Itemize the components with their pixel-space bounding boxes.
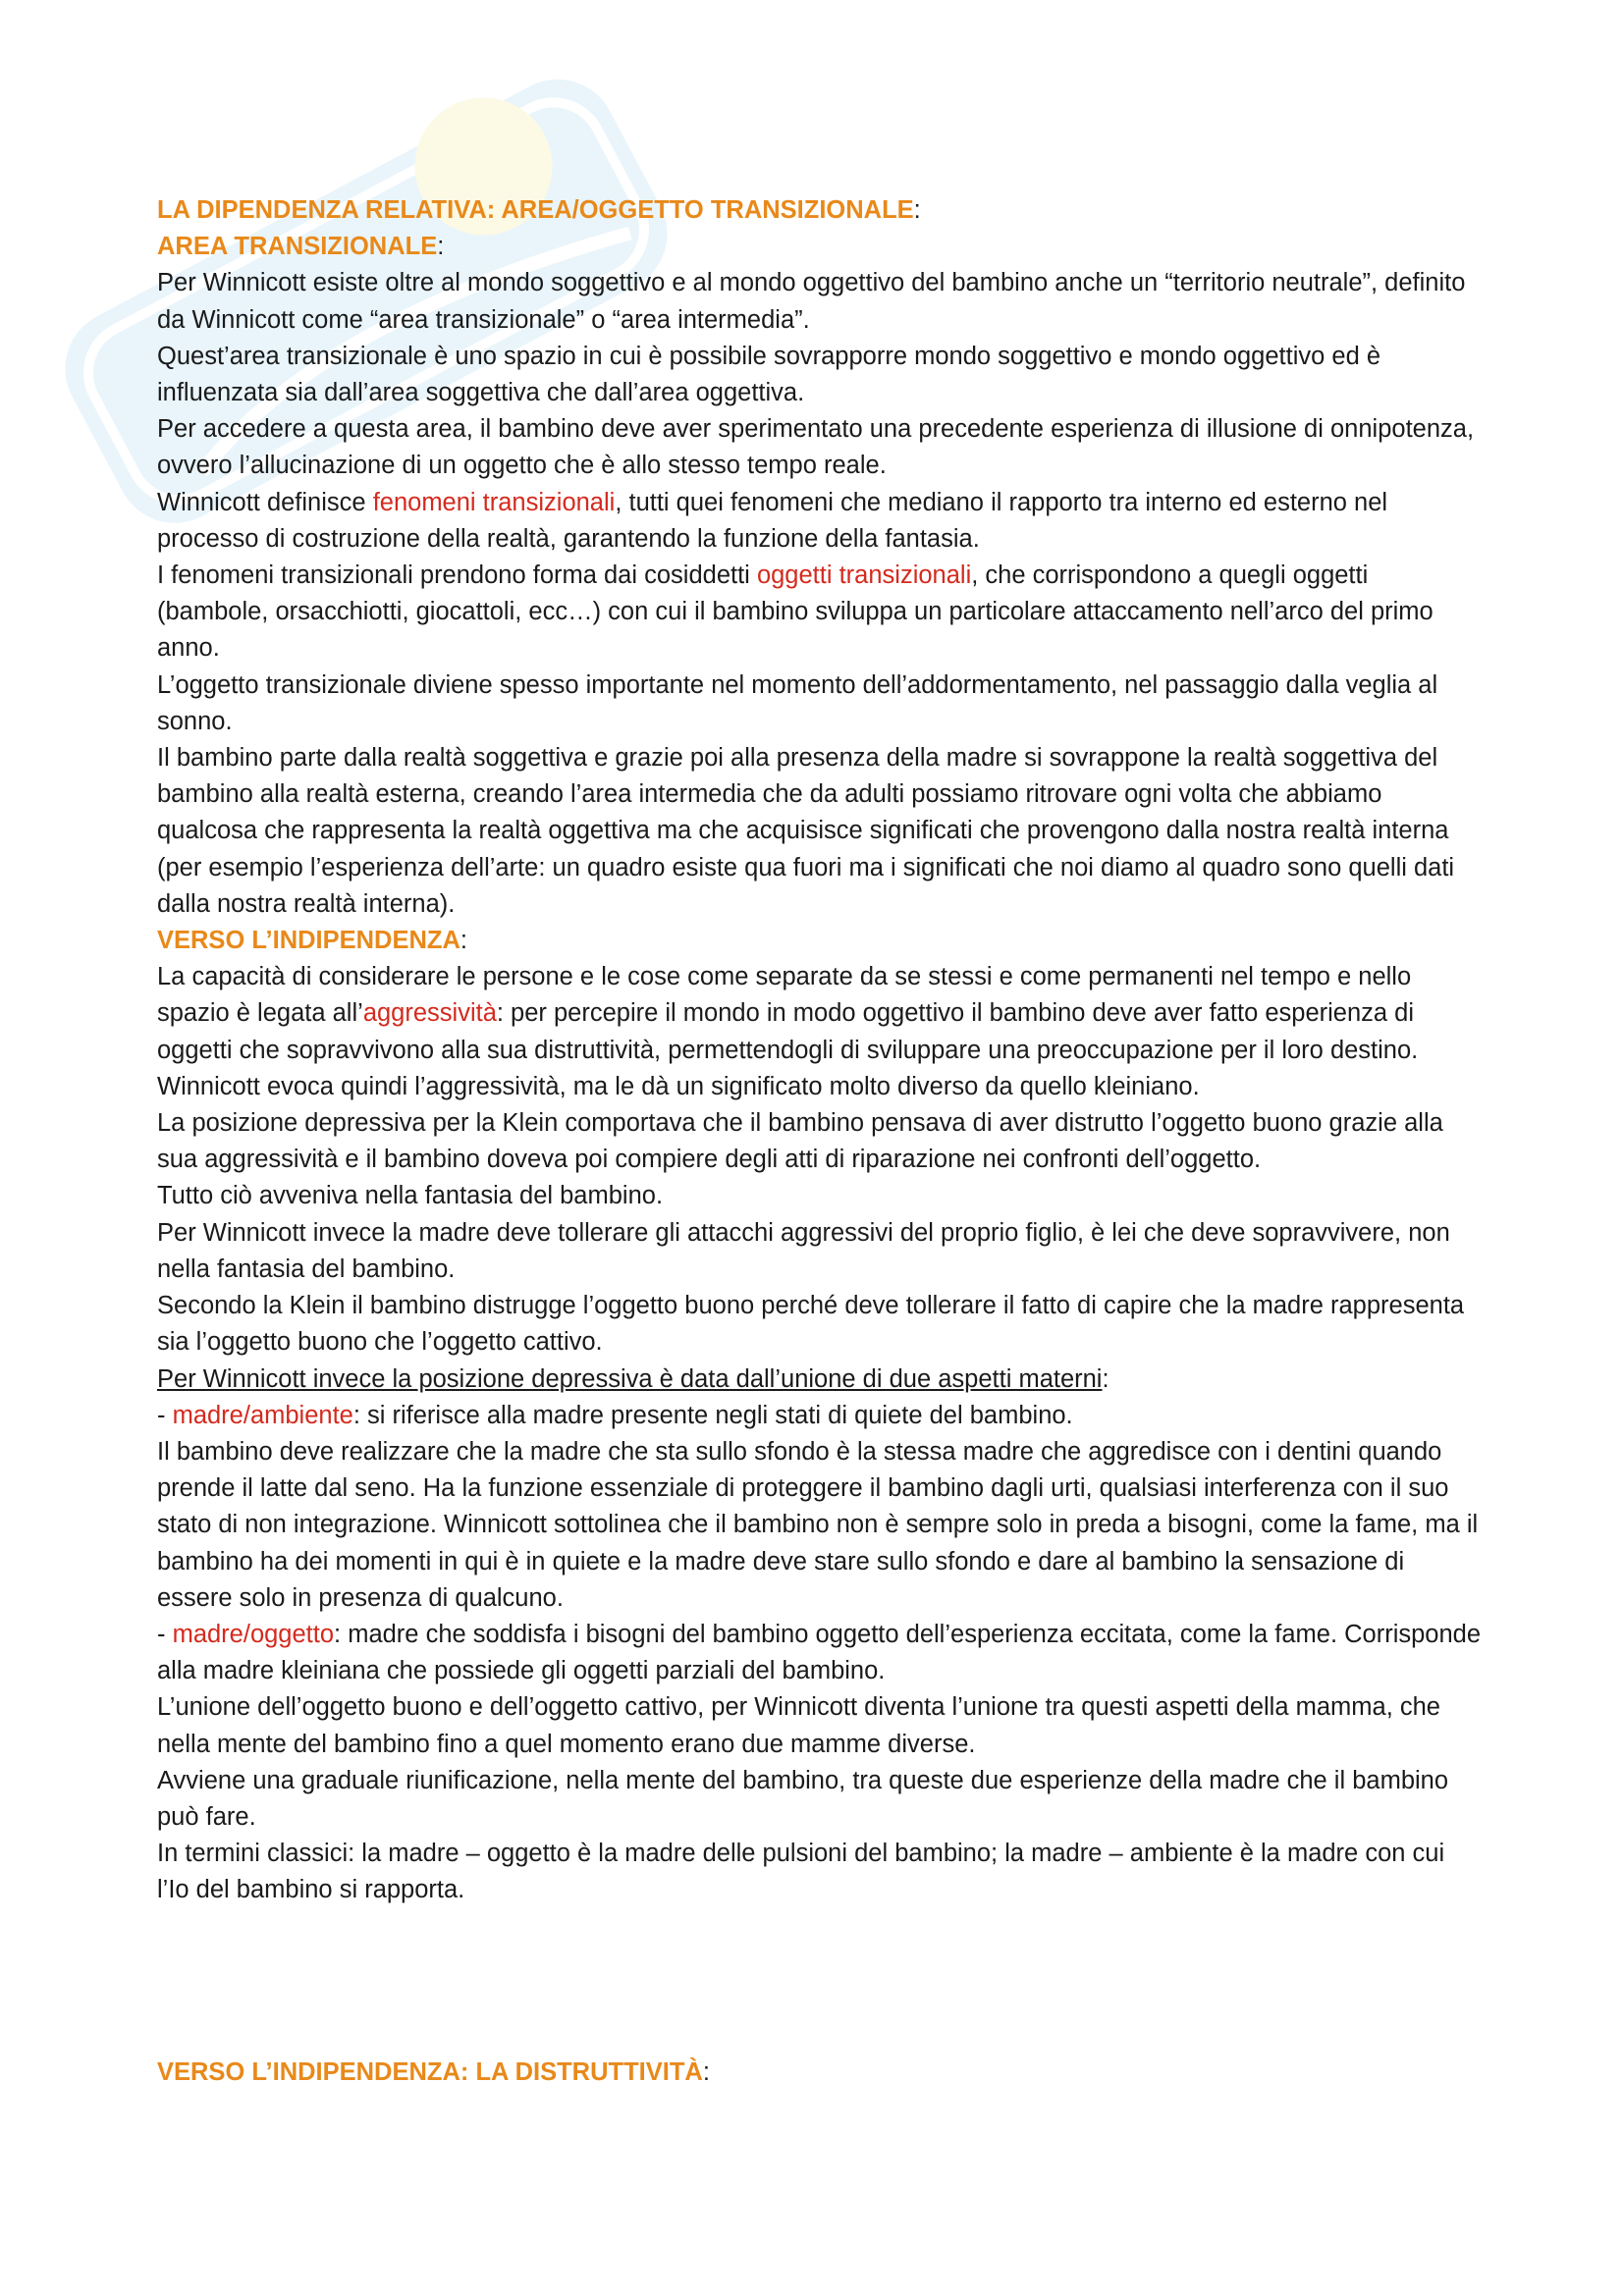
paragraph-8: La capacità di considerare le persone e le cose come separate da se stessi e come permanenti nel tempo e nello spazio è legata all’aggressività: per percepire il mondo in modo oggettivo il bambino deve aver fatto esperienza di oggetti che sopravvivono alla sua distruttività, permettendogli di sviluppare una preoccupazione per il loro destino. xyxy=(157,963,1419,1064)
document-page xyxy=(157,192,1483,2091)
term-madre-ambiente: madre/ambiente xyxy=(172,1401,353,1429)
paragraph-2: Quest’area transizionale è uno spazio in cui è possibile sovrapporre mondo soggettivo e mondo oggettivo ed è influenzata sia dall’area soggettiva che dall’area oggettiva. xyxy=(157,342,1381,407)
paragraph-12: Per Winnicott invece la madre deve tollerare gli attacchi aggressivi del proprio figlio, è lei che deve sopravvivere, non nella fantasia del bambino. xyxy=(157,1218,1450,1283)
paragraph-10: La posizione depressiva per la Klein comportava che il bambino pensava di aver distrutto l’oggetto buono grazie alla sua aggressività e il bambino doveva poi compiere degli atti di riparazione nei confronti dell’oggetto. xyxy=(157,1109,1443,1174)
paragraph-7: Il bambino parte dalla realtà soggettiva e grazie poi alla presenza della madre si sovrappone la realtà soggettiva del bambino alla realtà esterna, creando l’area intermedia che da adulti possiamo ritrovare ogni volta che abbiamo qualcosa che rappresenta la realtà oggettiva ma che acquisisce significati che provengono dalla nostra realtà interna (per esempio l’esperienza dell’arte: un quadro esiste qua fuori ma i significati che noi diamo al quadro sono quelli dati dalla nostra realtà interna). xyxy=(157,744,1455,918)
paragraph-16: Il bambino deve realizzare che la madre che sta sullo sfondo è la stessa madre che aggredisce con i dentini quando prende il latte dal seno. Ha la funzione essenziale di proteggere il bambino dagli urti, qualsiasi interferenza con il suo stato di non integrazione. Winnicott sottolinea che il bambino non è sempre solo in preda a bisogni, come la fame, ma il bambino ha dei momenti in qui è in quiete e la madre deve stare sullo sfondo e dare al bambino la sensazione di essere solo in presenza di qualcuno. xyxy=(157,1437,1479,1612)
paragraph-3: Per accedere a questa area, il bambino deve aver sperimentato una precedente esperienza di illusione di onnipotenza, ovvero l’allucinazione di un oggetto che è allo stesso tempo reale. xyxy=(157,415,1475,480)
paragraph-4: Winnicott definisce fenomeni transizionali, tutti quei fenomeni che mediano il rapporto tra interno ed esterno nel processo di costruzione della realtà, garantendo la funzione della fantasia. xyxy=(157,488,1388,553)
paragraph-17: - madre/oggetto: madre che soddisfa i bisogni del bambino oggetto dell’esperienza eccitata, come la fame. Corrisponde alla madre kleiniana che possiede gli oggetti parziali del bambino. xyxy=(157,1620,1482,1685)
paragraph-15: - madre/ambiente: si riferisce alla madre presente negli stati di quiete del bambino. xyxy=(157,1401,1073,1429)
heading-distruttivita: VERSO L’INDIPENDENZA: LA DISTRUTTIVITÀ: xyxy=(157,2057,710,2086)
paragraph-13: Secondo la Klein il bambino distrugge l’oggetto buono perché deve tollerare il fatto di capire che la madre rappresenta sia l’oggetto buono che l’oggetto cattivo. xyxy=(157,1292,1465,1357)
heading-dipendenza-relativa: LA DIPENDENZA RELATIVA: AREA/OGGETTO TRANSIZIONALE: xyxy=(157,196,921,224)
heading-area-transizionale: AREA TRANSIZIONALE: xyxy=(157,233,445,261)
paragraph-20: In termini classici: la madre – oggetto è la madre delle pulsioni del bambino; la madre – ambiente è la madre con cui l’Io del bambino si rapporta. xyxy=(157,1840,1445,1904)
paragraph-14: Per Winnicott invece la posizione depressiva è data dall’unione di due aspetti materni: xyxy=(157,1364,1109,1393)
heading-verso-indipendenza: VERSO L’INDIPENDENZA: xyxy=(157,927,467,955)
paragraph-9: Winnicott evoca quindi l’aggressività, ma le dà un significato molto diverso da quello kleiniano. xyxy=(157,1072,1200,1100)
paragraph-6: L’oggetto transizionale diviene spesso importante nel momento dell’addormentamento, nel passaggio dalla veglia al sonno. xyxy=(157,670,1438,735)
paragraph-19: Avviene una graduale riunificazione, nella mente del bambino, tra queste due esperienze della madre che il bambino può fare. xyxy=(157,1766,1449,1831)
term-fenomeni-transizionali: fenomeni transizionali xyxy=(372,488,616,516)
paragraph-18: L’unione dell’oggetto buono e dell’oggetto cattivo, per Winnicott diventa l’unione tra questi aspetti della mamma, che nella mente del bambino fino a quel momento erano due mamme diverse. xyxy=(157,1693,1440,1758)
paragraph-1: Per Winnicott esiste oltre al mondo soggettivo e al mondo oggettivo del bambino anche un “territorio neutrale”, definito da Winnicott come “area transizionale” o “area intermedia”. xyxy=(157,269,1466,334)
term-madre-oggetto: madre/oggetto xyxy=(172,1620,335,1648)
paragraph-5: I fenomeni transizionali prendono forma dai cosiddetti oggetti transizionali, che corrispondono a quegli oggetti (bambole, orsacchiotti, giocattoli, ecc…) con cui il bambino sviluppa un particolare attaccamento nell’arco del primo anno. xyxy=(157,561,1434,663)
spacer xyxy=(157,1909,1483,2055)
term-aggressivita: aggressività xyxy=(362,999,497,1028)
term-oggetti-transizionali: oggetti transizionali xyxy=(756,561,972,590)
paragraph-11: Tutto ciò avveniva nella fantasia del bambino. xyxy=(157,1182,664,1210)
